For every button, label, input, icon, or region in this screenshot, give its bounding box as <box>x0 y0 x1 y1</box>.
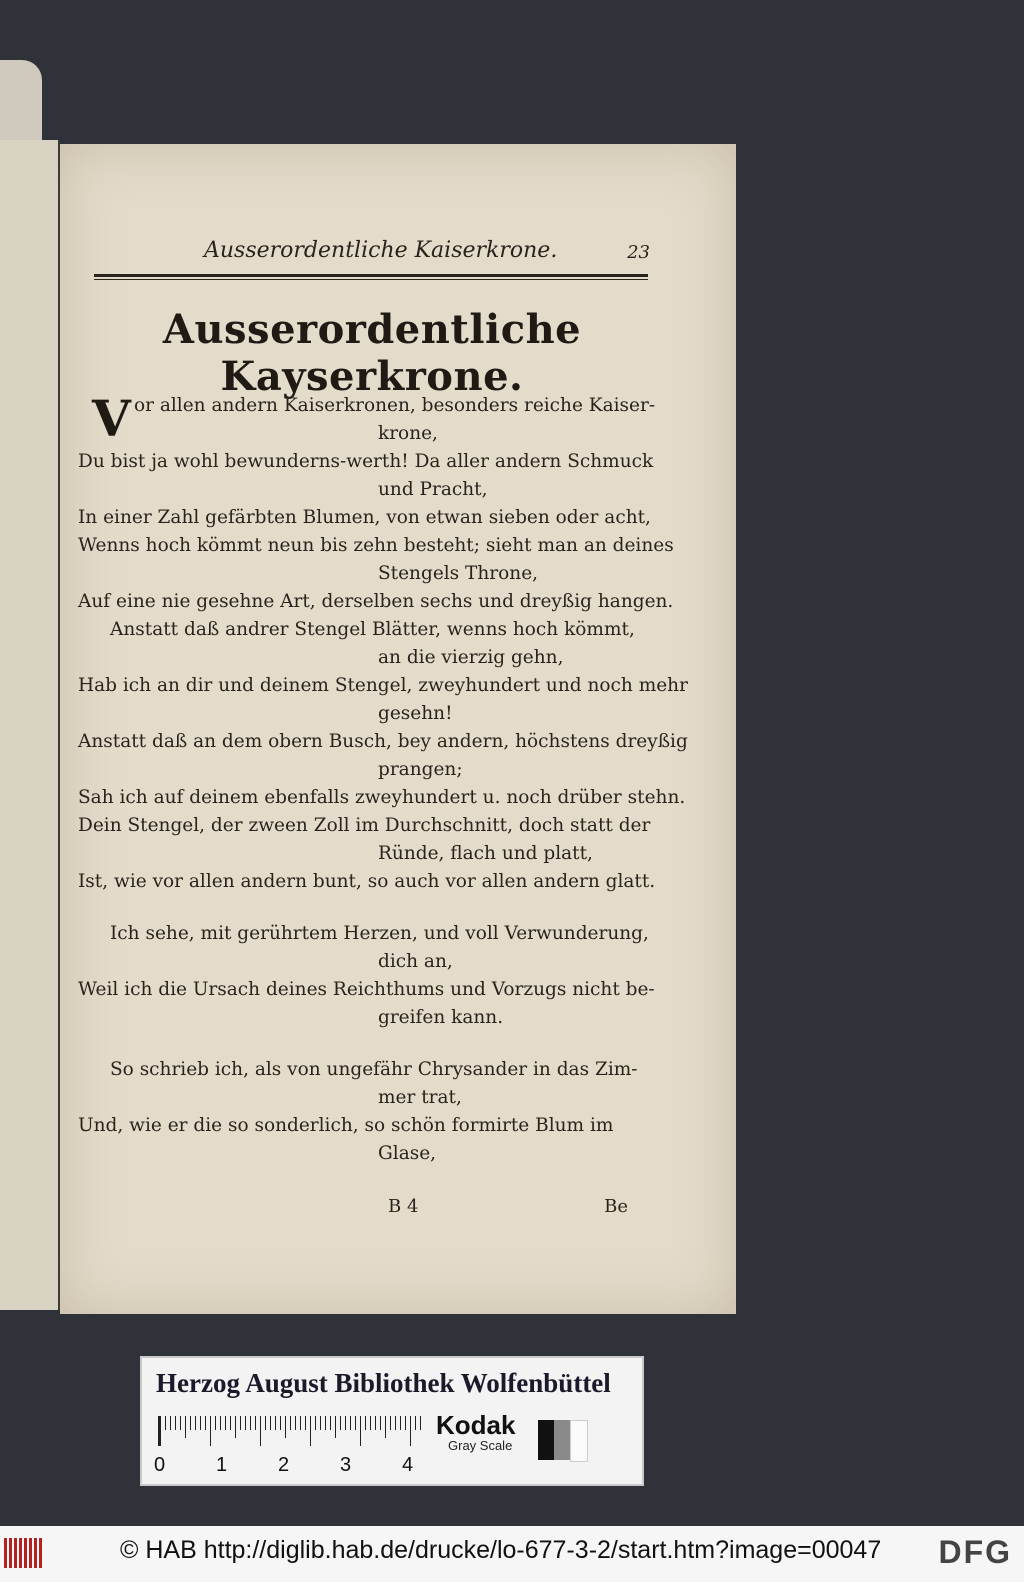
header-rule <box>94 274 648 277</box>
header-rule-thin <box>94 279 648 280</box>
poem-line: Hab ich an dir und deinem Stengel, zweyhundert und noch mehr <box>78 675 688 696</box>
ruler-tick <box>290 1416 291 1430</box>
ruler-tick <box>400 1416 401 1430</box>
ruler-tick <box>380 1416 381 1430</box>
logo-bar <box>34 1538 37 1568</box>
ruler-tick <box>360 1416 361 1446</box>
running-head <box>94 238 650 268</box>
gray-patch-black <box>538 1420 554 1460</box>
ruler-tick <box>220 1416 221 1430</box>
page-footer <box>388 1196 638 1226</box>
ruler-tick <box>385 1416 386 1438</box>
ruler-tick <box>200 1416 201 1430</box>
logo-bar <box>14 1538 17 1568</box>
ruler-tick <box>240 1416 241 1430</box>
ruler-tick <box>345 1416 346 1430</box>
logo-bar <box>4 1538 7 1568</box>
ruler-tick <box>250 1416 251 1430</box>
ruler-tick <box>355 1416 356 1430</box>
ruler-tick <box>305 1416 306 1430</box>
hab-logo-icon <box>4 1538 48 1568</box>
poem-line: Weil ich die Ursach deines Reichthums und Vorzugs nicht be- <box>78 979 655 1000</box>
poem-line: Dein Stengel, der zween Zoll im Durchschnitt, doch statt der <box>78 815 651 836</box>
ruler-tick <box>215 1416 216 1430</box>
library-color-card <box>140 1356 644 1486</box>
ruler-tick <box>255 1416 256 1430</box>
poem-line: Sah ich auf deinem ebenfalls zweyhundert u. noch drüber stehn. <box>78 787 686 808</box>
ruler-tick <box>260 1416 261 1446</box>
left-page-edge <box>0 140 60 1310</box>
ruler-tick <box>185 1416 186 1438</box>
dfg-logo: DFG <box>938 1534 1012 1570</box>
ruler-tick <box>310 1416 311 1446</box>
poem-line: gesehn! <box>378 703 453 724</box>
ruler-tick <box>395 1416 396 1430</box>
ruler-tick <box>325 1416 326 1430</box>
poem-line: In einer Zahl gefärbten Blumen, von etwan sieben oder acht, <box>78 507 651 528</box>
poem-line: an die vierzig gehn, <box>378 647 564 668</box>
gray-scale-label: Gray Scale <box>448 1438 513 1453</box>
poem-line: Glase, <box>378 1143 437 1164</box>
ruler-tick <box>295 1416 296 1430</box>
poem-line: Auf eine nie gesehne Art, derselben sechs und dreyßig hangen. <box>78 591 674 612</box>
ruler-number: 1 <box>216 1454 228 1476</box>
library-name: Herzog August Bibliothek Wolfenbüttel <box>156 1368 611 1398</box>
footer-bar <box>0 1526 1024 1582</box>
poem-line: prangen; <box>378 759 463 780</box>
logo-bar <box>19 1538 22 1568</box>
kodak-logo: Kodak <box>436 1410 516 1440</box>
poem-line: krone, <box>378 423 438 444</box>
ruler-tick <box>330 1416 331 1430</box>
page-title: Ausserordentliche Kayserkrone. <box>162 306 582 400</box>
credit-link[interactable]: © HAB http://diglib.hab.de/drucke/lo-677-3-2/start.htm?image=00047 <box>120 1536 882 1564</box>
ruler-tick <box>315 1416 316 1430</box>
ruler-tick <box>195 1416 196 1430</box>
ruler-tick <box>270 1416 271 1430</box>
poem-line: Anstatt daß andrer Stengel Blätter, wenns hoch kömmt, <box>110 619 635 640</box>
gray-patch-white <box>570 1420 588 1462</box>
poem-line: So schrieb ich, als von ungefähr Chrysander in das Zim- <box>110 1059 638 1080</box>
ruler-tick <box>225 1416 226 1430</box>
ruler-tick <box>390 1416 391 1430</box>
running-head-title: Ausserordentliche Kaiserkrone. <box>204 238 558 263</box>
page-number: 23 <box>627 242 650 263</box>
ruler-tick <box>335 1416 336 1438</box>
poem-line: dich an, <box>378 951 453 972</box>
ruler-tick <box>350 1416 351 1430</box>
ruler-scale <box>158 1416 420 1446</box>
ruler-tick <box>365 1416 366 1430</box>
ruler-tick <box>285 1416 286 1438</box>
poem-line: greifen kann. <box>378 1007 504 1028</box>
ruler-tick <box>275 1416 276 1430</box>
logo-bar <box>24 1538 27 1568</box>
ruler-number: 2 <box>278 1454 290 1476</box>
ruler-tick <box>370 1416 371 1430</box>
ruler-tick <box>415 1416 416 1430</box>
drop-cap: V <box>92 389 131 448</box>
logo-bar <box>9 1538 12 1568</box>
poem-line: Anstatt daß an dem obern Busch, bey andern, höchstens dreyßig <box>78 731 688 752</box>
gray-patch-mid <box>554 1420 570 1460</box>
ruler-tick <box>405 1416 406 1430</box>
poem-line: Wenns hoch kömmt neun bis zehn besteht; sieht man an deines <box>78 535 674 556</box>
ruler-tick <box>190 1416 191 1430</box>
ruler-number: 4 <box>402 1454 414 1476</box>
ruler-tick <box>160 1416 161 1446</box>
ruler-tick <box>175 1416 176 1430</box>
logo-bar <box>29 1538 32 1568</box>
ruler-tick <box>265 1416 266 1430</box>
poem-body <box>78 389 688 1168</box>
ruler-tick <box>375 1416 376 1430</box>
stanza-gap <box>78 1032 648 1056</box>
ruler-tick <box>320 1416 321 1430</box>
logo-bar <box>39 1538 42 1568</box>
catchword: Be <box>604 1196 628 1217</box>
ruler-tick <box>235 1416 236 1438</box>
stanza-gap <box>78 896 648 920</box>
ruler-tick <box>280 1416 281 1430</box>
signature-mark: B 4 <box>388 1196 419 1217</box>
ruler-tick <box>230 1416 231 1430</box>
poem-line: Du bist ja wohl bewunderns-werth! Da aller andern Schmuck <box>78 451 654 472</box>
ruler-number: 0 <box>154 1454 166 1476</box>
ruler-tick <box>210 1416 211 1446</box>
left-page-edge-top <box>0 60 42 150</box>
poem-line: or allen andern Kaiserkronen, besonders reiche Kaiser- <box>134 395 656 416</box>
ruler-tick <box>420 1416 421 1430</box>
poem-line: Ich sehe, mit gerührtem Herzen, und voll Verwunderung, <box>110 923 649 944</box>
ruler-tick <box>180 1416 181 1430</box>
ruler-tick <box>300 1416 301 1430</box>
ruler-tick <box>165 1416 166 1430</box>
ruler-tick <box>340 1416 341 1430</box>
ruler-tick <box>170 1416 171 1430</box>
poem-line: Und, wie er die so sonderlich, so schön formirte Blum im <box>78 1115 614 1136</box>
ruler-tick <box>205 1416 206 1430</box>
ruler-tick <box>410 1416 411 1446</box>
ruler-number: 3 <box>340 1454 352 1476</box>
poem-line: Ist, wie vor allen andern bunt, so auch vor allen andern glatt. <box>78 871 656 892</box>
poem-line: Stengels Throne, <box>378 563 539 584</box>
poem-line: Ründe, flach und platt, <box>378 843 593 864</box>
ruler-tick <box>245 1416 246 1430</box>
poem-line: mer trat, <box>378 1087 462 1108</box>
poem-line: und Pracht, <box>378 479 488 500</box>
